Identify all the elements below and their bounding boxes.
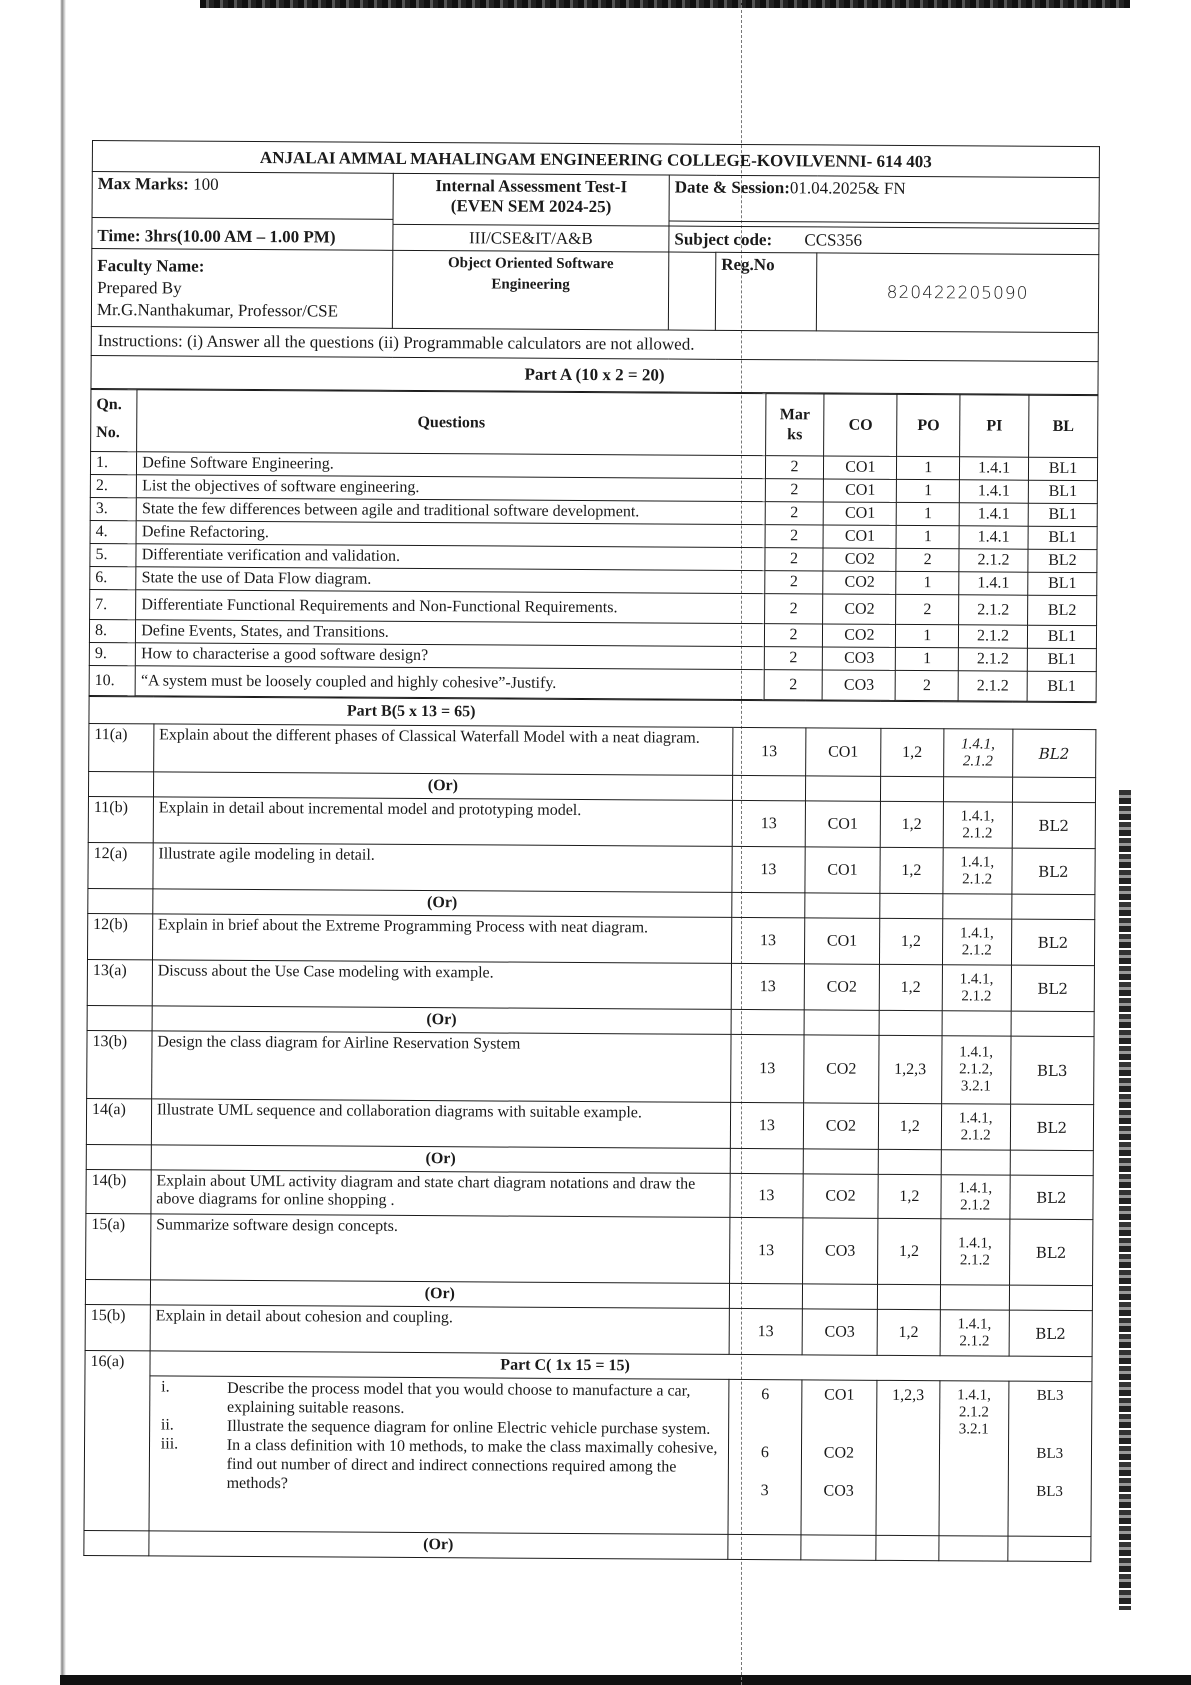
question-marks: 13 <box>732 800 805 846</box>
question-po: 1,2 <box>877 1309 940 1355</box>
pi-line2: 2.1.2 <box>962 824 993 842</box>
sub-co: CO3 <box>823 1482 854 1500</box>
or-label: (Or) <box>150 1280 729 1309</box>
pi-line1: 1.4.1, <box>960 807 995 825</box>
or-cell <box>940 1285 1009 1310</box>
question-bl: BL3 <box>1010 1036 1094 1105</box>
question-pi <box>942 919 1011 965</box>
or-cell <box>941 1150 1010 1175</box>
pi-line1: 1.4.1, <box>958 1109 993 1127</box>
question-bl: BL1 <box>1028 457 1097 480</box>
or-cell-num <box>87 1005 152 1030</box>
question-pi: 1.4.1 <box>959 480 1028 503</box>
exam-header-table <box>90 140 1100 395</box>
or-cell <box>801 1535 876 1560</box>
sub-marks: 6 <box>761 1386 770 1404</box>
subject-name-line2: Engineering <box>491 276 570 293</box>
question-number: 4. <box>90 520 136 543</box>
question-po: 1,2 <box>879 918 942 964</box>
or-cell <box>803 1149 878 1174</box>
date-session-value: 01.04.2025& FN <box>789 178 906 198</box>
question-number: 15(a) <box>86 1213 151 1279</box>
pi-line2: 2.1.2 <box>961 941 992 959</box>
scan-edge-right <box>1119 790 1131 1610</box>
question-text: Define Events, States, and Transitions. <box>136 620 765 647</box>
sub-question <box>155 1378 723 1419</box>
or-cell <box>1010 1150 1094 1176</box>
question-co: CO1 <box>823 525 896 548</box>
question-number: 5. <box>90 543 136 566</box>
question-text: State the few differences between agile and traditional software development. <box>136 498 765 525</box>
or-cell <box>804 1010 879 1035</box>
part-b-title-spacer <box>733 700 1096 729</box>
regno-label: Reg.No <box>715 252 816 331</box>
question-pi <box>941 1175 1010 1219</box>
question-text: Differentiate verification and validation. <box>136 544 765 571</box>
pi-line2: 2.1.2 <box>960 1196 991 1214</box>
or-cell <box>878 1149 941 1174</box>
question-text: Illustrate UML sequence and collaboration diagrams with suitable example. <box>151 1099 730 1149</box>
table-row <box>86 1098 1093 1150</box>
exam-time: Time: 3hrs(10.00 AM – 1.00 PM) <box>92 218 393 251</box>
col-pi: PI <box>960 395 1029 457</box>
or-cell <box>805 776 880 801</box>
part-c-pi <box>939 1381 1009 1536</box>
question-number: 13(b) <box>87 1030 152 1098</box>
question-number: 6. <box>90 566 136 589</box>
table-row <box>87 959 1094 1011</box>
col-marks-line2: ks <box>787 425 803 443</box>
question-number: 14(a) <box>86 1098 151 1144</box>
or-cell <box>880 776 943 801</box>
question-text: Define Software Engineering. <box>137 452 766 479</box>
or-cell <box>1011 1011 1095 1037</box>
class-section: III/CSE&IT/A&B <box>393 224 669 252</box>
question-text: Define Refactoring. <box>136 521 765 548</box>
question-co: CO2 <box>803 1174 878 1218</box>
question-co: CO3 <box>802 1218 877 1284</box>
pi-line2: 2.1.2, <box>959 1061 993 1078</box>
or-cell <box>731 1009 804 1034</box>
question-po: 1 <box>897 456 960 479</box>
question-bl: BL1 <box>1027 671 1096 701</box>
pi-line1: 1.4.1, <box>957 1315 992 1333</box>
or-cell <box>942 894 1011 919</box>
question-text: Explain in detail about incremental model and prototyping model. <box>153 797 732 847</box>
question-text: How to characterise a good software design? <box>136 643 765 670</box>
question-number: 9. <box>89 642 135 665</box>
question-number: 16(a) <box>84 1350 150 1530</box>
or-cell <box>732 775 805 800</box>
subject-name <box>392 250 668 330</box>
question-pi <box>940 1219 1009 1285</box>
question-pi: 1.4.1 <box>959 526 1028 549</box>
question-marks: 13 <box>731 1034 804 1102</box>
sub-bl: BL3 <box>1036 1483 1063 1500</box>
question-marks: 13 <box>729 1217 802 1283</box>
pi-line2: 2.1.2 <box>962 752 993 770</box>
question-pi <box>943 802 1012 848</box>
col-po: PO <box>897 394 960 456</box>
question-marks: 2 <box>764 594 823 624</box>
or-label: (Or) <box>151 1145 730 1174</box>
col-marks <box>765 394 824 456</box>
question-marks: 13 <box>730 1102 803 1148</box>
question-po: 1,2 <box>879 964 942 1010</box>
pi-line1: 1.4.1, <box>957 1387 991 1404</box>
question-number: 11(a) <box>89 723 154 771</box>
or-cell <box>879 1010 942 1035</box>
test-name-line2: (EVEN SEM 2024-25) <box>450 196 612 217</box>
pi-line2: 2.1.2 <box>958 1404 989 1421</box>
question-number: 11(b) <box>88 796 153 842</box>
question-text: Illustrate agile modeling in detail. <box>153 843 732 893</box>
question-co: CO2 <box>803 1103 878 1149</box>
pi-line2: 2.1.2 <box>960 1126 991 1144</box>
question-co: CO1 <box>805 847 880 893</box>
or-cell <box>732 892 805 917</box>
sub-co: CO2 <box>823 1444 855 1462</box>
sub-question-number: iii. <box>160 1435 179 1453</box>
part-a-title: Part A (10 x 2 = 20) <box>91 355 1098 394</box>
col-bl: BL <box>1029 395 1098 457</box>
question-bl: BL2 <box>1012 802 1096 849</box>
pi-line1: 1.4.1, <box>959 970 994 988</box>
question-marks: 2 <box>765 548 824 571</box>
question-po: 1,2 <box>878 1103 941 1149</box>
question-text: “A system must be loosely coupled and highly cohesive”-Justify. <box>135 666 764 700</box>
question-marks: 13 <box>733 727 806 775</box>
col-co: CO <box>824 394 897 456</box>
question-po: 2 <box>895 670 958 700</box>
question-number: 1. <box>90 451 136 474</box>
question-text: State the use of Data Flow diagram. <box>136 567 765 594</box>
subject-code-value: CCS356 <box>804 229 863 250</box>
or-cell-num <box>85 1279 150 1304</box>
question-pi: 2.1.2 <box>959 625 1028 648</box>
faculty-name: Mr.G.Nanthakumar, Professor/CSE <box>96 299 339 321</box>
question-bl: BL2 <box>1010 1104 1094 1151</box>
or-cell <box>877 1284 940 1309</box>
col-questions: Questions <box>137 390 766 456</box>
question-co: CO3 <box>802 1309 877 1355</box>
question-number: 14(b) <box>86 1169 151 1213</box>
question-number: 12(b) <box>87 913 152 959</box>
sub-bl: BL3 <box>1036 1387 1064 1404</box>
max-marks-value: 100 <box>193 174 219 194</box>
question-text: Explain about the different phases of Classical Waterfall Model with a neat diagram. <box>153 724 732 776</box>
table-row <box>89 723 1096 777</box>
col-marks-line1: Mar <box>779 405 811 423</box>
question-co: CO1 <box>824 479 897 502</box>
question-bl: BL1 <box>1027 625 1096 648</box>
test-name <box>393 173 669 226</box>
or-cell-num <box>86 1144 151 1169</box>
or-cell <box>1009 1285 1093 1311</box>
question-bl: BL2 <box>1011 965 1095 1012</box>
question-bl: BL1 <box>1028 572 1097 595</box>
question-pi <box>943 729 1012 777</box>
question-paper <box>83 140 1100 1562</box>
pi-line3: 3.2.1 <box>960 1078 991 1095</box>
question-pi <box>942 965 1011 1011</box>
question-po: 1,2 <box>880 801 943 847</box>
question-text: Explain about UML activity diagram and state chart diagram notations and draw the above diagrams for online shopping . <box>151 1170 730 1218</box>
faculty-label: Faculty Name: <box>97 255 205 276</box>
col-qn-no <box>91 389 138 451</box>
part-c-marks <box>728 1379 802 1534</box>
question-bl: BL1 <box>1028 480 1097 503</box>
sub-marks: 6 <box>760 1444 769 1462</box>
question-bl: BL1 <box>1027 648 1096 671</box>
question-co: CO2 <box>823 624 896 647</box>
regno-spacer <box>668 252 715 330</box>
instructions: Instructions: (i) Answer all the questions (ii) Programmable calculators are not allowed. <box>91 326 1098 361</box>
or-cell <box>805 893 880 918</box>
part-c-row <box>84 1375 1092 1536</box>
question-marks: 2 <box>764 670 823 700</box>
part-c-po: 1,2,3 <box>876 1380 940 1535</box>
prepared-by-label: Prepared By <box>97 277 182 298</box>
or-cell <box>939 1536 1008 1561</box>
question-po: 1 <box>897 502 960 525</box>
question-marks: 13 <box>730 1173 803 1217</box>
question-marks: 2 <box>764 647 823 670</box>
question-co: CO3 <box>822 670 895 700</box>
question-co: CO2 <box>823 548 896 571</box>
question-number: 13(a) <box>87 959 152 1005</box>
or-cell-num <box>88 771 153 796</box>
or-cell <box>942 1011 1011 1036</box>
question-po: 2 <box>896 594 959 624</box>
question-pi <box>940 1310 1009 1356</box>
part-b-title: Part B(5 x 13 = 65) <box>89 696 733 727</box>
question-co: CO3 <box>823 647 896 670</box>
question-po: 1 <box>896 647 959 670</box>
question-marks: 2 <box>765 479 824 502</box>
question-po: 2 <box>896 548 959 571</box>
date-session-label: Date & Session: <box>674 177 790 198</box>
question-bl: BL2 <box>1012 729 1096 778</box>
question-text: Explain in brief about the Extreme Programming Process with neat diagram. <box>152 914 731 964</box>
question-marks: 2 <box>765 502 824 525</box>
question-number: 3. <box>90 497 136 520</box>
or-cell-num <box>88 888 153 913</box>
or-cell <box>1011 894 1095 920</box>
question-number: 15(b) <box>85 1304 150 1350</box>
question-marks: 2 <box>765 525 824 548</box>
part-b-table <box>83 696 1096 1562</box>
question-marks: 2 <box>764 624 823 647</box>
sub-marks: 3 <box>760 1482 769 1500</box>
question-co: CO2 <box>823 594 896 624</box>
or-cell <box>876 1535 939 1560</box>
question-pi <box>941 1036 1010 1104</box>
table-row <box>87 913 1094 965</box>
question-number: 10. <box>89 665 135 695</box>
part-c-questions <box>149 1376 729 1535</box>
question-bl: BL2 <box>1028 595 1097 625</box>
question-co: CO1 <box>806 728 881 776</box>
pi-line2: 2.1.2 <box>961 987 992 1005</box>
date-session <box>669 175 1099 224</box>
or-cell <box>1007 1536 1091 1562</box>
question-pi: 2.1.2 <box>959 595 1028 625</box>
pi-line1: 1.4.1, <box>959 924 994 942</box>
college-name: ANJALAI AMMAL MAHALINGAM ENGINEERING COLLEGE-KOVILVENNI- 614 403 <box>92 141 1099 178</box>
pi-line1: 1.4.1, <box>960 853 995 871</box>
sub-question <box>155 1435 723 1495</box>
question-pi: 2.1.2 <box>958 648 1027 671</box>
or-label: (Or) <box>153 772 732 801</box>
or-cell <box>729 1283 802 1308</box>
question-text: Design the class diagram for Airline Reservation System <box>151 1031 730 1103</box>
question-bl: BL2 <box>1011 919 1095 966</box>
or-label: (Or) <box>153 889 732 918</box>
question-pi <box>943 848 1012 894</box>
question-text: Summarize software design concepts. <box>150 1214 729 1284</box>
question-bl: BL2 <box>1010 1175 1094 1220</box>
question-po: 1 <box>896 525 959 548</box>
question-pi: 1.4.1 <box>960 457 1029 480</box>
max-marks <box>92 172 393 220</box>
or-cell <box>880 893 943 918</box>
question-marks: 2 <box>765 456 824 479</box>
col-qn-line1: Qn. <box>96 396 122 414</box>
or-cell-num <box>84 1530 149 1555</box>
or-cell <box>943 777 1012 802</box>
question-po: 1 <box>897 479 960 502</box>
question-po: 1,2 <box>878 1174 941 1218</box>
question-co: CO2 <box>804 1035 879 1103</box>
question-pi <box>941 1104 1010 1150</box>
subject-name-line1: Object Oriented Software <box>447 255 614 273</box>
question-marks: 13 <box>731 917 804 963</box>
scan-edge-bottom <box>60 1675 1191 1685</box>
question-pi: 1.4.1 <box>959 503 1028 526</box>
table-row <box>88 842 1095 894</box>
question-marks: 13 <box>731 963 804 1009</box>
part-a-table <box>89 389 1099 702</box>
question-text: Differentiate Functional Requirements and Non-Functional Requirements. <box>136 590 765 624</box>
col-qn-line2: No. <box>96 424 120 442</box>
or-cell <box>802 1284 877 1309</box>
question-bl: BL2 <box>1009 1219 1093 1286</box>
or-label: (Or) <box>149 1531 728 1560</box>
question-co: CO1 <box>824 502 897 525</box>
sub-question-number: ii. <box>160 1416 174 1434</box>
subject-code <box>669 226 1099 255</box>
question-co: CO1 <box>824 456 897 479</box>
question-number: 8. <box>89 619 135 642</box>
sub-question-number: i. <box>161 1378 170 1396</box>
part-c-bl <box>1008 1381 1092 1537</box>
question-pi: 2.1.2 <box>959 549 1028 572</box>
pi-line2: 2.1.2 <box>962 870 993 888</box>
regno-handwritten-value: 820422205090 <box>816 253 1098 333</box>
question-po: 1 <box>896 571 959 594</box>
question-pi: 2.1.2 <box>958 671 1027 701</box>
question-bl: BL1 <box>1028 503 1097 526</box>
question-number: 7. <box>90 589 136 619</box>
question-bl: BL2 <box>1012 848 1096 895</box>
question-number: 2. <box>90 474 136 497</box>
or-cell <box>1012 777 1096 803</box>
question-bl: BL2 <box>1009 1310 1093 1357</box>
question-co: CO1 <box>804 918 879 964</box>
test-name-line1: Internal Assessment Test-I <box>435 176 628 197</box>
pi-line2: 2.1.2 <box>959 1332 990 1350</box>
pi-line1: 1.4.1, <box>958 1179 993 1197</box>
or-cell <box>728 1534 801 1559</box>
question-po: 1 <box>896 624 959 647</box>
max-marks-label: Max Marks: <box>97 174 189 194</box>
pi-line3: 3.2.1 <box>958 1421 989 1438</box>
pi-line2: 2.1.2 <box>959 1251 990 1269</box>
question-pi: 1.4.1 <box>959 572 1028 595</box>
question-marks: 13 <box>729 1308 802 1354</box>
question-po: 1,2 <box>881 728 944 776</box>
question-po: 1,2 <box>880 847 943 893</box>
table-row <box>86 1169 1093 1219</box>
pi-line1: 1.4.1, <box>961 735 995 753</box>
sub-bl: BL3 <box>1036 1445 1064 1462</box>
question-bl: BL2 <box>1028 549 1097 572</box>
question-marks: 13 <box>732 846 805 892</box>
pi-line1: 1.4.1, <box>959 1044 994 1061</box>
sub-question-text: Describe the process model that you would choose to manufacture a car, explaining suitable reasons. <box>227 1379 691 1417</box>
question-text: Discuss about the Use Case modeling with example. <box>152 960 731 1010</box>
question-po: 1,2,3 <box>879 1035 942 1103</box>
question-marks: 2 <box>764 571 823 594</box>
table-row <box>88 796 1095 848</box>
pi-line1: 1.4.1, <box>958 1234 992 1252</box>
part-c-co <box>801 1380 877 1535</box>
table-row <box>85 1304 1092 1356</box>
question-text: List the objectives of software engineering. <box>137 475 766 502</box>
table-row <box>86 1213 1093 1285</box>
or-separator <box>84 1530 1091 1561</box>
table-row <box>87 1030 1094 1104</box>
question-number: 12(a) <box>88 842 153 888</box>
scan-edge-left <box>0 0 70 1685</box>
sub-question-text: Illustrate the sequence diagram for online Electric vehicle purchase system. <box>226 1417 711 1438</box>
part-c-title: Part C( 1x 15 = 15) <box>150 1351 1092 1382</box>
faculty-info <box>91 249 392 329</box>
question-bl: BL1 <box>1028 526 1097 549</box>
question-co: CO1 <box>805 801 880 847</box>
question-text: Explain in detail about cohesion and coupling. <box>150 1305 729 1355</box>
question-po: 1,2 <box>878 1218 941 1284</box>
question-co: CO2 <box>823 571 896 594</box>
question-co: CO2 <box>804 964 879 1010</box>
sub-question-text: In a class definition with 10 methods, to make the class maximally cohesive, find out number of direct and indirect connections required among the methods? <box>226 1436 718 1493</box>
subject-code-label: Subject code: <box>674 229 773 249</box>
sub-co: CO1 <box>824 1386 855 1404</box>
scan-edge-top <box>200 0 1130 8</box>
or-cell <box>730 1148 803 1173</box>
or-label: (Or) <box>152 1006 731 1035</box>
